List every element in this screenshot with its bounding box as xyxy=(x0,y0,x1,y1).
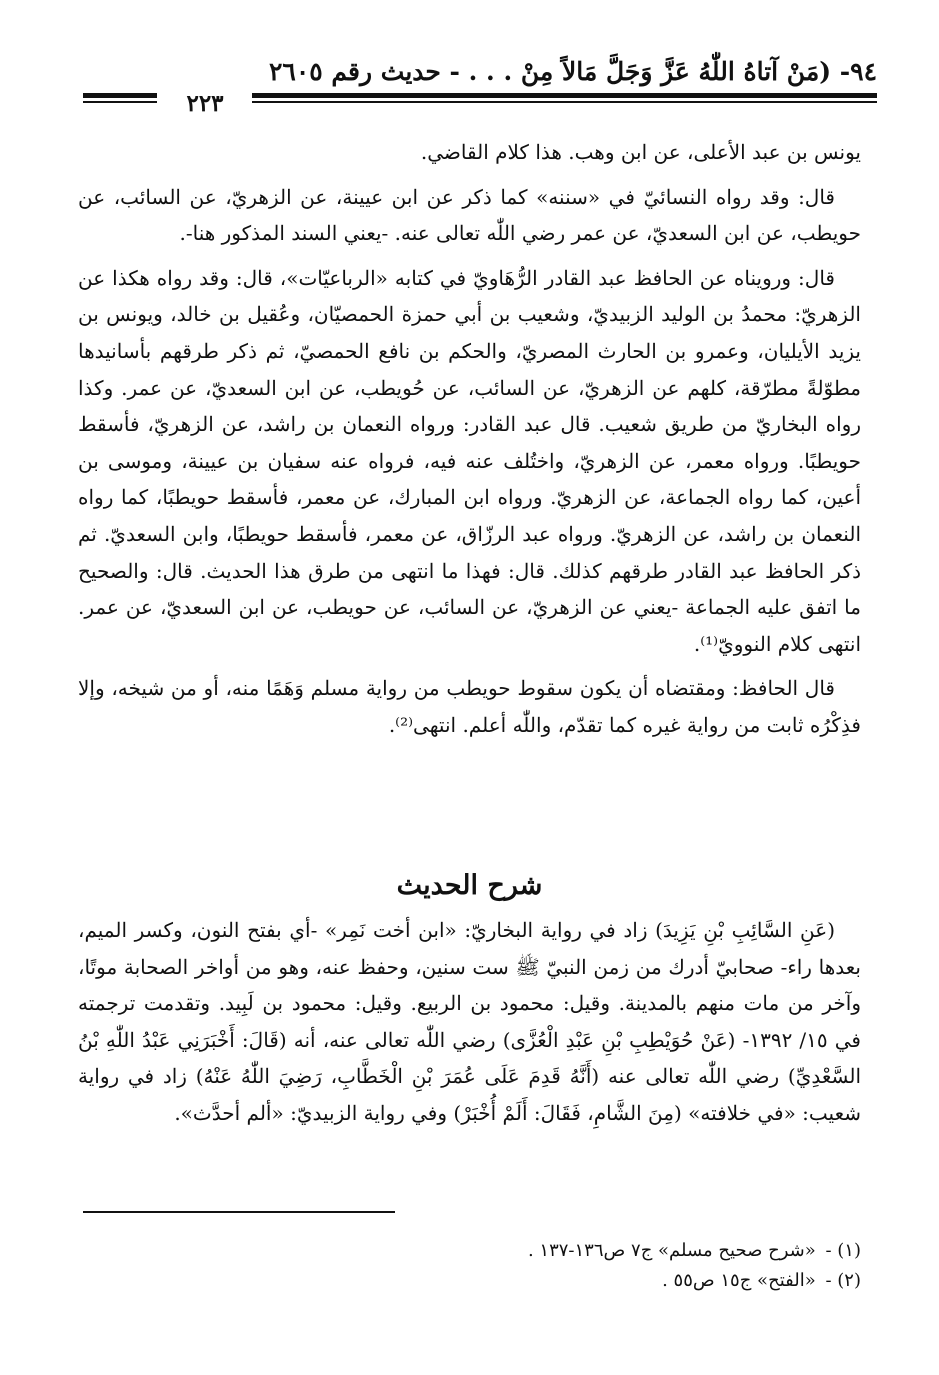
header-rule-thin xyxy=(252,101,877,103)
commentary-paragraph xyxy=(78,912,861,1132)
paragraph: يونس بن عبد الأعلى، عن ابن وهب. هذا كلام القاضي. xyxy=(420,140,861,164)
paragraph: قال الحافظ: ومقتضاه أن يكون سقوط حويطب من رواية مسلم وَهَمًا منه، أو من شيخه، وإلا فذِكْرُه ثابت من رواية غيره كما تقدّم، واللّٰه أعلم. انتهى⁽²⁾. xyxy=(78,676,861,737)
footnote-marker: (١) - xyxy=(825,1240,861,1261)
commentary-text: رضي اللّٰه تعالى عنه، أنه xyxy=(286,1027,503,1052)
page-number: ٢٢٣ xyxy=(186,90,224,117)
body-text xyxy=(78,134,861,752)
commentary xyxy=(78,912,861,1132)
commentary-text: وفي رواية الزبيديّ: «ألم أحدَّث». xyxy=(174,1100,454,1125)
footnote-2 xyxy=(78,1266,861,1296)
commentary-text: زاد في رواية البخاريّ: «ابن أخت نَمِر» -أي بفتح النون، وكسر الميم، بعدها راء- صحابيّ أدرك من زمن النبيّ ﷺ ست سنين، وحفظ عنه، وهو من أواخر الصحابة موتًا، وآخر من مات منهم بالمدينة. وقيل: محمود بن الربيع. وقيل: محمود بن لَبِيد. وتقدمت ترجمته في ١٥/ ١٣٩٢- xyxy=(78,918,861,1052)
footnote-1 xyxy=(78,1236,861,1266)
hadith-quote: (عَنِ السَّائِبِ بْنِ يَزِيدَ) xyxy=(655,918,835,942)
section-heading: شرح الحديث xyxy=(396,870,543,901)
paragraph: قال: وقد رواه النسائيّ في «سننه» كما ذكر عن ابن عيينة، عن الزهريّ، عن السائب، عن حويطب، عن ابن السعديّ، عن عمر رضي اللّٰه تعالى عنه. -يعني السند المذكور هنا-. xyxy=(78,184,861,246)
hadith-quote: (مِنَ الشَّامِ، فَقَالَ: أَلَمْ أُخْبَرْ) xyxy=(453,1100,682,1125)
paragraph: قال: ورويناه عن الحافظ عبد القادر الرُّهَاويّ في كتابه «الرباعيّات»، قال: وقد رواه هكذا عن الزهريّ: محمدُ بن الوليد الزبيديّ، وشعيب بن أبي حمزة الحمصيّان، وعُقيل بن خالد، ويونس بن يزيد الأيليان، وعمرو بن الحارث المصريّ، والحكم بن نافع الحمصيّ، ثم ذكر طرقهم بأسانيدها مطوّلةً مطرّقة، كلهم عن الزهريّ، عن السائب، عن حُويطب، عن ابن السعديّ، عن عمر. وكذا رواه البخاريّ من طريق شعيب. قال عبد القادر: ورواه النعمان بن راشد، عن الزهريّ، فأسقط حويطبًا. ورواه معمر، عن الزهريّ، واختُلف عنه فيه، فرواه عنه سفيان بن عيينة، وموسى بن أعين، كما رواه الجماعة، عن الزهريّ. ورواه ابن المبارك، عن معمر، فأسقط حويطبًا، كما رواه النعمان بن راشد، عن الزهريّ. ورواه عبد الرزّاق، عن معمر، فأسقط حويطبًا، وابن السعديّ. ثم ذكر الحافظ عبد القادر طرقهم كذلك. قال: فهذا ما انتهى من طرق هذا الحديث. قال: والصحيح ما اتفق عليه الجماعة -يعني عن الزهريّ، عن السائب، عن حويطب، عن ابن السعديّ، عن عمر. انتهى كلام النوويّ⁽¹⁾. xyxy=(78,265,861,656)
footnote-marker: (٢) - xyxy=(825,1270,861,1291)
page-number-rule-thin xyxy=(83,101,157,103)
footnotes xyxy=(78,1236,861,1296)
hadith-quote: (قَالَ: أَخْبَرَنِي عَبْدُ اللّٰهِ بْنُ السَّعْدِيِّ) xyxy=(78,1027,862,1089)
footnote-separator xyxy=(83,1211,395,1213)
footnote-text: «الفتح» ج١٥ ص٥٥ . xyxy=(662,1270,816,1291)
hadith-quote: (عَنْ حُوَيْطِبِ بْنِ عَبْدِ الْعُزَّى) xyxy=(502,1027,736,1052)
footnote-text: «شرح صحيح مسلم» ج٧ ص١٣٦-١٣٧ . xyxy=(527,1240,816,1261)
commentary-text: زاد في رواية شعيب: «في خلافته» xyxy=(78,1064,861,1125)
running-head: ٩٤- (مَنْ آتاهُ اللّٰهُ عَزَّ وَجَلَّ مَالاً مِنْ . . . - حديث رقم ٢٦٠٥ xyxy=(268,57,877,86)
commentary-text: رضي اللّٰه تعالى عنه xyxy=(599,1064,788,1089)
page-number-rule-thick xyxy=(83,93,157,98)
header-rule-thick xyxy=(252,93,877,98)
hadith-quote: (أَنَّهُ قَدِمَ عَلَى عُمَرَ بْنِ الْخَطَّابِ، رَضِيَ اللّٰهُ عَنْهُ) xyxy=(195,1064,600,1089)
